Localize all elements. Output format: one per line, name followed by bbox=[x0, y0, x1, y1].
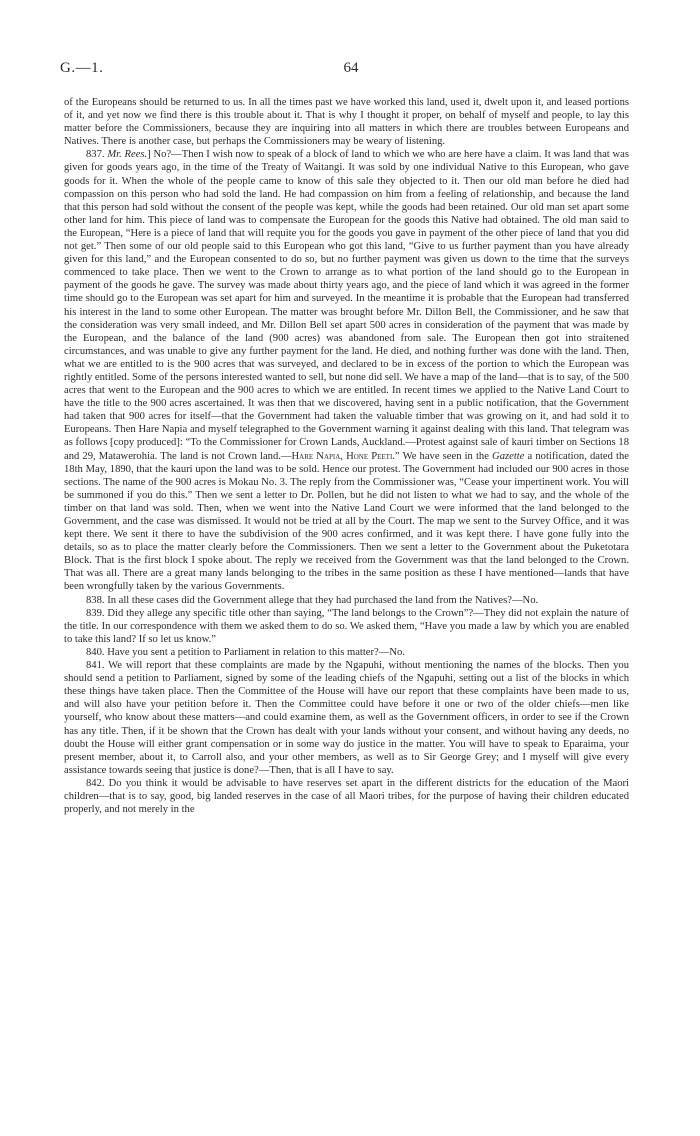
paragraph-text: a notification, dated the 18th May, 1890, that the kauri upon the land was to be sold. Hence our protest. The Government had included our 900 acres in those sections. The name of the 900 acres is Mokau No. 3. The reply from the Commissioner was, “Cease your impertinent work. You will be summoned if you do this.” Then we sent a letter to Dr. Pollen, but he did not listen to what we had to say, and the whole of the timber on that land was sold. Then, when we went into the Native Land Court we were informed that the land belonged to the Government, and the case was dismissed. It would not be tried at all by the Court. The map we sent to the Survey Office, and it was kept there. We sent it there to have the subdivision of the 900 acres confirmed, and it was kept there. I have gone fully into the details, so as to place the matter clearly before the Commissioners. Then we sent a letter to the Government about the Puketotara Block. That is the first block I spoke about. The reply we received from the Government was that the land belonged to the Crown. That was all. There are a great many lands belonging to the tribes in the same position as these I have mentioned—lands that have been wrongfully taken by the various Governments. bbox=[64, 450, 629, 593]
paragraph-text: , bbox=[340, 450, 347, 462]
paragraph-p837 bbox=[64, 148, 629, 593]
paragraph-text: Mr. Rees. bbox=[107, 149, 148, 161]
paragraph-text: 841. We will report that these complaints are made by the Ngapuhi, without mentioning the names of the blocks. Then you should send a petition to Parliament, signed by some of the leading chiefs of the Ngapuhi, setting out a list of the blocks in which these things have taken place. Then the Committee of the House will have our report that these complaints have been made to us, and will also have your petition before it. Then the Committee could have before it one or two of the older chiefs—men like yourself, who know about these matters—and could examine them, as well as the Government officers, in order to see if the Crown has any title. Then, if it be shown that the Crown has dealt with your lands without your consent, and without having any deeds, no doubt the House will either grant compensation or in some way do justice in the matter. You will have to speak to Eparaima, your present member, about it, to Carroll also, and your other members, as well as to Sir George Grey; and I myself will give every assistance towards seeing that justice is done?—Then, that is all I have to say. bbox=[64, 660, 629, 776]
paragraph-p839 bbox=[64, 607, 629, 646]
paragraph-p0 bbox=[64, 96, 629, 148]
paragraph-text: Hare Napia bbox=[291, 450, 341, 462]
document-body bbox=[64, 96, 629, 816]
paragraph-text: 839. Did they allege any specific title other than saying, “The land belongs to the Crown”?—They did not explain the nature of the title. In our correspondence with them we asked them to do so. We asked them, “Have you made a law by which you are enabled to take this land? If so let us know.” bbox=[64, 607, 629, 645]
paragraph-p838 bbox=[64, 594, 629, 607]
paragraph-text: of the Europeans should be returned to us. In all the times past we have worked this land, used it, dwelt upon it, and leased portions of it, and yet now we find there is this trouble about it. That is why I thought it proper, on behalf of myself and people, to lay this matter before the Commissioners, because they are inquiring into all matters in which there are troubles between Europeans and Natives. There is another case, but perhaps the Commissioners may be weary of listening. bbox=[64, 97, 629, 148]
paragraph-p841 bbox=[64, 659, 629, 777]
page-number: 64 bbox=[343, 60, 359, 76]
paragraph-p840 bbox=[64, 646, 629, 659]
paragraph-text: 838. In all these cases did the Government allege that they had purchased the land from the Natives?—No. bbox=[86, 594, 539, 606]
paragraph-text: Gazette bbox=[492, 450, 525, 462]
page-header bbox=[60, 60, 642, 84]
document-code: G.—1. bbox=[60, 60, 104, 76]
paragraph-text: .” We have seen in the bbox=[392, 450, 493, 462]
paragraph-text: 837. bbox=[86, 149, 108, 161]
paragraph-text: Hone Peeti bbox=[346, 450, 393, 462]
paragraph-text: ] No?—Then I wish now to speak of a block of land to which we who are here have a claim. It was land that was given for goods years ago, in the time of the Treaty of Waitangi. It was sold by one individual Native to this European, who gave goods for it. When the whole of the people came to know of this sale they objected to it. Then our old man before he died had compassion on this person who had sold the land. He had compassion on him from a feeling of relationship, and because the land that this person had sold without the consent of the people was kept, while the goods had been retained. Our old man set apart some other land for him. This piece of land was to compensate the European for the goods this Native had obtained. The old man said to the European, “Here is a piece of land that will requite you for the goods you gave in payment of the other piece of land that you did not get.” Then some of our old people said to this European who got this land, “Give to us further payment than you have already given for this land,” and the European consented to do so, but no further payment was given us down to the time that the surveys commenced to take place. Then we went to the Crown to arrange as to what portion of the land should go to the European in payment of the goods he gave. The survey was made about thirty years ago, and the piece of land which it was agreed in the former time should go to the European was set apart for him and surveyed. In the meantime it is probable that the European had transferred his interest in the land to some other European. The matter was brought before Mr. Dillon Bell, the Commissioner, and he saw that the consideration was very small indeed, and Mr. Dillon Bell set apart 500 acres in consideration of the payment that was made by the European, and the balance of the land (900 acres) was abandoned from sale. The European then got into straitened circumstances, and was unable to give any further payment for the land. He died, and nothing further was done with the land. Then, what we are entitled to is the 900 acres that was surveyed, and declared to be in excess of the portion to which the European was rightly entitled. Some of the persons interested wanted to sell, but none did sell. We have a map of the land—that is to say, of the 500 acres that went to the European and the 900 acres to which we are entitled. In recent times we applied to the Native Land Court to have the title to the 900 acres ascertained. It was then that we discovered, having sent in a public notification, that the Government had taken that 900 acres for itself—that the Government had taken the valuable timber that was growing on it, and had sold it to Europeans. Then Hare Napia and myself telegraphed to the Government warning it against dealing with this land. That telegram was as follows [copy produced]: “To the Commissioner for Crown Lands, Auckland.—Protest against sale of kauri timber on Sections 18 and 29, Matawerohia. The land is not Crown land.— bbox=[64, 149, 629, 462]
paragraph-p842 bbox=[64, 777, 629, 816]
paragraph-text: 840. Have you sent a petition to Parliament in relation to this matter?—No. bbox=[86, 646, 405, 658]
paragraph-text: 842. Do you think it would be advisable to have reserves set apart in the different districts for the education of the Maori children—that is to say, good, big landed reserves in the case of all Maori tribes, for the purpose of having their children educated properly, and not merely in the bbox=[64, 777, 629, 816]
